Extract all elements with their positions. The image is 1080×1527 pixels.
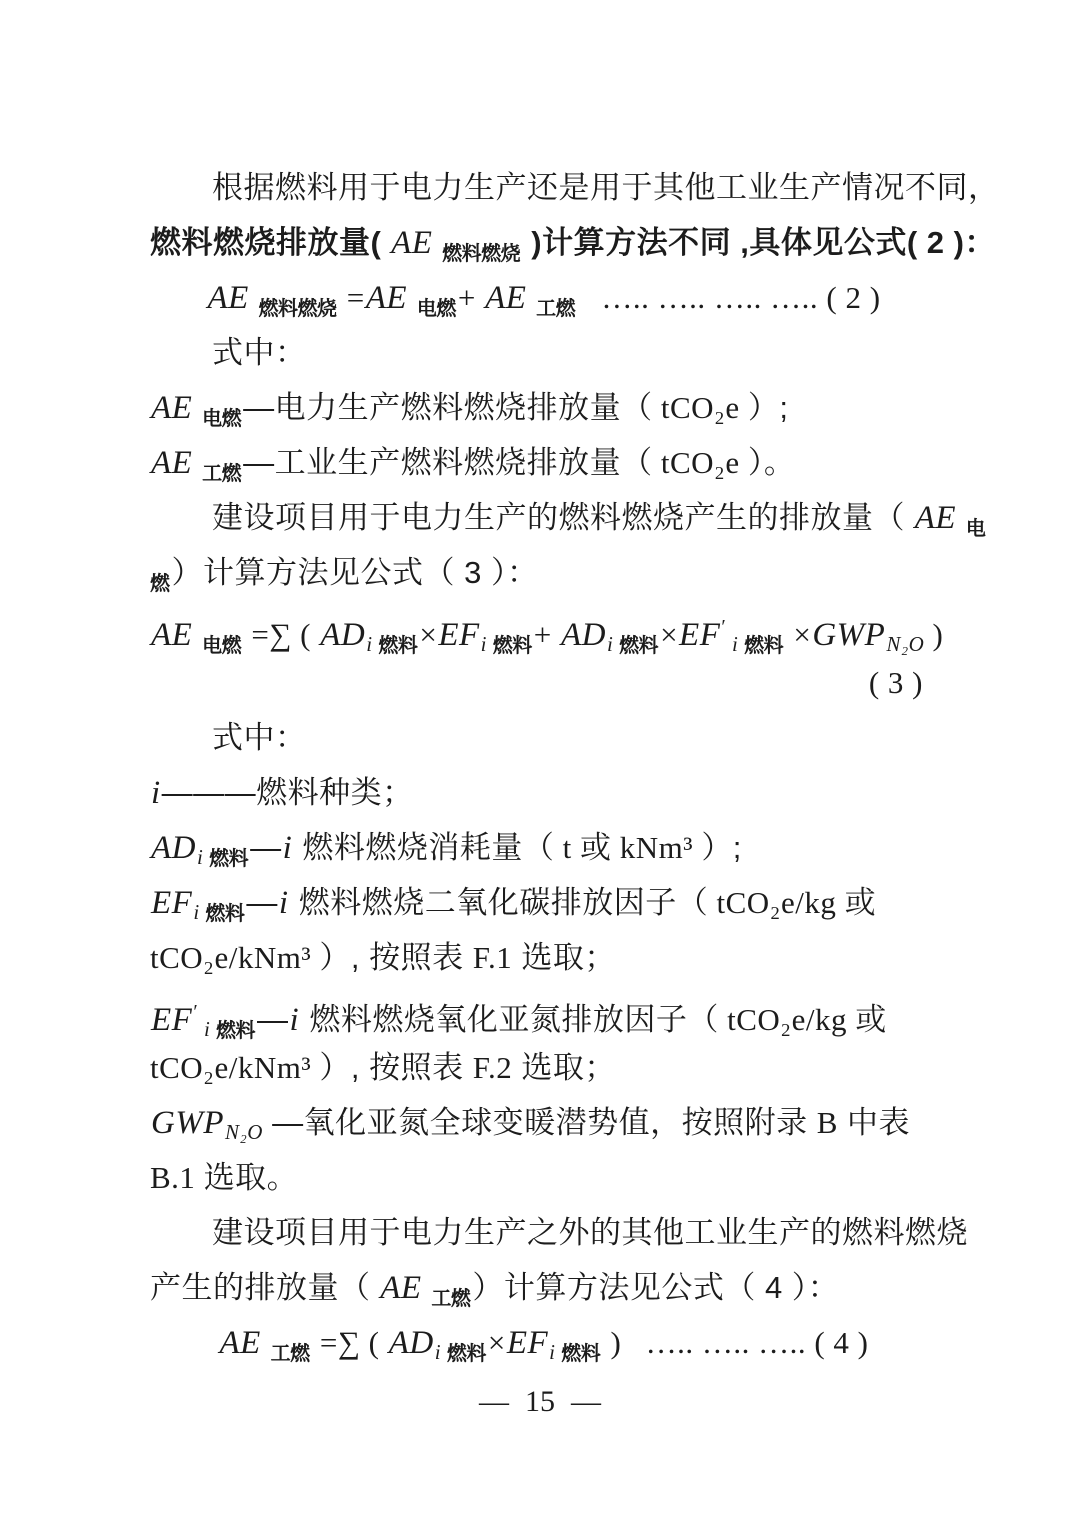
text-run: 或 [844, 885, 877, 920]
para-industry-line-2 [150, 1260, 937, 1315]
text-run: EF [438, 617, 480, 653]
text-run: 燃料 [446, 1343, 486, 1365]
text-run: AE [151, 617, 202, 653]
text-run: i [726, 632, 745, 656]
def-ae-gongran [150, 435, 937, 490]
def-gwp-line-1 [150, 1095, 937, 1150]
text-run: AD [320, 617, 366, 653]
text-run: 建设项目用于电力生产之外的其他工业生产的燃料燃烧 [212, 1215, 968, 1250]
text-run: 燃料燃烧消耗量（ [293, 830, 555, 865]
text-run: 燃料燃烧 [442, 243, 521, 265]
text-run: 式中： [212, 720, 307, 755]
text-run: =∑ ( [311, 1325, 388, 1360]
text-run: ′ [721, 616, 727, 638]
text-run: 电 [965, 518, 986, 540]
def-ef-line-1 [150, 875, 937, 930]
text-run: = [338, 280, 365, 315]
text-run: F.1 [472, 940, 513, 975]
text-run: × [419, 617, 438, 652]
text-run: × [660, 617, 679, 652]
text-run: ）计算方法见公式（ 4 ）： [472, 1270, 840, 1305]
text-run: —电力生产燃料燃烧排放量（ [243, 390, 653, 425]
text-run: i [193, 900, 206, 924]
text-run: × [785, 617, 812, 652]
text-run: ）。 [747, 445, 796, 480]
text-run: 选取； [512, 1050, 616, 1085]
text-run: AE [906, 500, 965, 536]
text-run: )计算方法不同 ,具体见公式( 2 )： [522, 225, 996, 260]
text-run: 燃料燃烧氧化亚氮排放因子（ [300, 1002, 719, 1037]
text-run: tCO₂e/kg [718, 1002, 856, 1037]
text-run: i [151, 775, 161, 811]
text-run: 电燃 [416, 298, 456, 320]
text-run: i [549, 1340, 562, 1364]
text-run: i [278, 885, 289, 921]
text-run: AE [207, 280, 258, 316]
text-run: 根据燃料用于电力生产还是用于其他工业生产情况不同， [212, 170, 1000, 205]
text-run: AE [365, 280, 416, 316]
text-run: AE [371, 1270, 431, 1306]
text-run: ′ [193, 1001, 199, 1023]
text-run: EF [506, 1325, 549, 1361]
text-run: 选取。 [203, 1160, 299, 1195]
text-run: ) ….. ….. ….. ( 4 ) [602, 1325, 869, 1360]
page-footer [0, 1385, 1080, 1419]
text-run: EF [679, 617, 721, 653]
def-i [150, 765, 937, 820]
text-run: GWP [812, 617, 886, 653]
text-run: 燃 [150, 573, 170, 595]
formula-2 [150, 270, 937, 325]
text-run: GWP [151, 1105, 224, 1141]
text-run: 燃料 [561, 1343, 601, 1365]
text-run: =∑ ( [243, 617, 320, 652]
text-run: EF [151, 1002, 193, 1038]
text-run: AE [219, 1325, 270, 1361]
footer-left-dash: — [479, 1385, 509, 1418]
def-gwp-line-2 [150, 1150, 937, 1205]
text-run: B.1 [150, 1160, 204, 1195]
text-run: —氧化亚氮全球变暖潜势值，按照附录 [262, 1105, 817, 1140]
text-run: 产生的排放量（ [150, 1270, 371, 1305]
text-run: 工燃 [202, 463, 242, 485]
text-run: 式中： [212, 335, 307, 370]
text-run: EF [151, 885, 193, 921]
text-run: 电燃 [202, 408, 242, 430]
text-run: 燃料 [492, 635, 532, 657]
text-run: tCO₂e [652, 390, 748, 425]
text-run: ———燃料种类； [161, 775, 414, 810]
def-ef-prime-line-1 [150, 985, 937, 1040]
text-run: i [606, 632, 620, 656]
text-run: AD [560, 617, 606, 653]
para-power-line-2 [150, 545, 937, 600]
para-power-line-1 [150, 490, 986, 545]
para-intro-line-1 [150, 160, 1000, 215]
text-run: ）, 按照表 [319, 940, 473, 975]
formula-3-number [150, 655, 937, 710]
text-run: 或 [580, 830, 612, 865]
formula-3 [150, 600, 944, 657]
text-run: 燃料燃烧 [258, 298, 337, 320]
footer-right-dash: — [571, 1385, 601, 1418]
text-run: i [366, 632, 379, 656]
def-ef-line-2 [150, 930, 937, 985]
text-run: 燃料 [205, 903, 245, 925]
text-run: —工业生产燃料燃烧排放量（ [243, 445, 653, 480]
text-run: AD [388, 1325, 434, 1361]
text-run: AE [151, 390, 202, 426]
text-run: 建设项目用于电力生产的燃料燃烧产生的排放量（ [212, 500, 905, 535]
text-run: — [257, 1002, 289, 1037]
text-run: ) [924, 617, 944, 652]
text-run: 燃料 [744, 635, 784, 657]
formula-4 [150, 1315, 937, 1370]
text-run: ….. ….. ….. ….. ( 2 ) [577, 280, 881, 315]
text-run: ( 3 ) [868, 665, 923, 700]
para-intro-line-2 [150, 215, 996, 270]
text-run: i [289, 1002, 300, 1038]
text-run: 燃料 [209, 848, 249, 870]
text-run: 选取； [512, 940, 616, 975]
where-clause-2 [150, 710, 937, 765]
text-run: AE [151, 445, 202, 481]
text-run: × [487, 1325, 506, 1360]
text-run: B [816, 1105, 838, 1140]
text-run: 电燃 [202, 635, 242, 657]
text-run: 燃料燃烧排放量( [150, 225, 382, 260]
text-run: + [457, 280, 485, 315]
text-run: i [480, 632, 493, 656]
text-run: AD [151, 830, 196, 866]
def-ae-dianran [150, 380, 937, 435]
text-run: ）; [701, 830, 742, 865]
document-body [150, 160, 1000, 1370]
text-run: AE [485, 280, 536, 316]
page-number: 15 [525, 1385, 555, 1418]
text-run: ）; [747, 390, 789, 425]
text-run: i [282, 830, 293, 866]
text-run: i [197, 845, 210, 869]
text-run: 燃料 [619, 635, 659, 657]
text-run: tCO₂e/kg [708, 885, 845, 920]
text-run: kNm³ [611, 830, 702, 865]
text-run: 燃料 [378, 635, 418, 657]
text-run: 工燃 [536, 298, 576, 320]
text-run: i [198, 1017, 217, 1041]
def-ef-prime-line-2 [150, 1040, 937, 1095]
text-run: t [554, 830, 581, 865]
def-ad [150, 820, 937, 875]
text-run: 燃料 [216, 1020, 256, 1042]
text-run: 工燃 [431, 1288, 471, 1310]
text-run: N₂O [886, 632, 925, 656]
text-run: 中表 [837, 1105, 911, 1140]
text-run: + [533, 617, 560, 652]
para-industry-line-1 [150, 1205, 968, 1260]
text-run: F.2 [472, 1050, 513, 1085]
text-run: 或 [855, 1002, 887, 1037]
where-clause-1 [150, 325, 937, 380]
text-run: ）, 按照表 [319, 1050, 473, 1085]
text-run: ）计算方法见公式（ 3 ）： [171, 555, 539, 590]
text-run: AE [382, 225, 442, 261]
text-run: i [434, 1340, 447, 1364]
text-run: 燃料燃烧二氧化碳排放因子（ [289, 885, 709, 920]
text-run: tCO₂e/kNm³ [150, 940, 320, 975]
text-run: N₂O [224, 1120, 263, 1144]
text-run: tCO₂e/kNm³ [150, 1050, 320, 1085]
text-run: tCO₂e [652, 445, 748, 480]
text-run: — [246, 885, 278, 920]
text-run: 工燃 [270, 1343, 310, 1365]
text-run: — [250, 830, 282, 865]
